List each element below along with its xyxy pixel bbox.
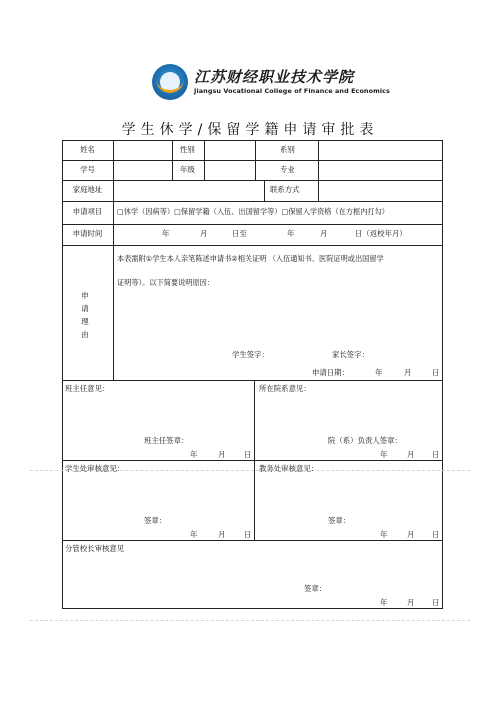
- student-office-day: 日: [244, 530, 252, 539]
- academic-office-opinion-field[interactable]: [257, 476, 440, 512]
- parent-sign-label: 家长签字：: [332, 350, 369, 359]
- department-field[interactable]: [319, 141, 441, 160]
- student-office-sign-label: 签章：: [144, 516, 167, 525]
- dept-opinion-label: 所在院系意见：: [259, 384, 311, 393]
- vice-president-day: 日: [432, 598, 440, 607]
- vice-president-year: 年: [380, 598, 388, 607]
- time-label: 申请时间: [72, 229, 103, 238]
- apply-date-label: 申请日期：: [312, 368, 349, 377]
- grade-field[interactable]: [205, 161, 254, 180]
- contact-label: 联系方式: [270, 185, 300, 194]
- school-name-en: Jiangsu Vocational College of Finance and Economics: [194, 87, 390, 95]
- class-teacher-sign-label: 班主任签章：: [144, 436, 189, 445]
- reason-label: 申 请 理 由: [81, 291, 89, 339]
- department-label: 系别: [280, 145, 295, 154]
- time-day-2: 日（返校年月）: [355, 229, 407, 238]
- name-field[interactable]: [114, 141, 171, 160]
- student-sign-label: 学生签字：: [232, 350, 269, 359]
- student-id-field[interactable]: [114, 161, 171, 180]
- academic-office-month: 月: [407, 530, 415, 539]
- school-name-cn: 江苏财经职业技术学院: [194, 68, 355, 86]
- class-teacher-opinion-field[interactable]: [64, 396, 252, 432]
- academic-office-sign-label: 签章：: [328, 516, 351, 525]
- class-teacher-day: 日: [244, 450, 252, 459]
- student-office-month: 月: [218, 530, 226, 539]
- fold-line: [30, 620, 470, 621]
- time-year-1: 年: [162, 229, 170, 238]
- reason-instructions-line2: 证明等）。以下简要说明原因：: [117, 278, 215, 287]
- apply-day: 日: [432, 368, 440, 377]
- items-options[interactable]: □休学（因病等）□保留学籍（入伍、出国留学等）□保留入学资格（在方框内打勾）: [117, 207, 389, 216]
- student-id-label: 学号: [80, 165, 95, 174]
- form-title: 学生休学/保留学籍申请审批表: [121, 122, 379, 138]
- college-logo-icon: [152, 64, 188, 100]
- dept-year: 年: [380, 450, 388, 459]
- apply-month: 月: [404, 368, 412, 377]
- gender-field[interactable]: [205, 141, 254, 160]
- time-year-2: 年: [287, 229, 295, 238]
- major-field[interactable]: [319, 161, 441, 180]
- major-label: 专业: [280, 165, 295, 174]
- student-office-year: 年: [190, 530, 198, 539]
- academic-office-day: 日: [432, 530, 440, 539]
- name-label: 姓名: [80, 145, 95, 154]
- vice-president-month: 月: [407, 598, 415, 607]
- time-day-to: 日至: [232, 229, 247, 238]
- student-office-opinion-label: 学生处审核意见：: [65, 464, 125, 473]
- apply-year: 年: [375, 368, 383, 377]
- items-label: 申请项目: [72, 207, 103, 216]
- vice-president-opinion-label: 分管校长审核意见: [65, 544, 125, 553]
- academic-office-opinion-label: 教务处审核意见：: [259, 464, 319, 473]
- dept-sign-label: 院（系）负责人签章：: [328, 436, 402, 445]
- time-month-1: 月: [200, 229, 208, 238]
- dept-opinion-field[interactable]: [257, 396, 440, 432]
- contact-field[interactable]: [319, 181, 441, 201]
- grade-label: 年级: [180, 165, 195, 174]
- class-teacher-year: 年: [190, 450, 198, 459]
- reason-instructions-line1: 本表需附①学生本人亲笔陈述申请书②相关证明 （入伍通知书、医院证明或出国留学: [117, 254, 384, 263]
- academic-office-year: 年: [380, 530, 388, 539]
- vice-president-opinion-field[interactable]: [64, 556, 440, 582]
- gender-label: 性别: [180, 145, 195, 154]
- time-month-2: 月: [320, 229, 328, 238]
- address-label: 家庭地址: [72, 185, 103, 194]
- class-teacher-month: 月: [218, 450, 226, 459]
- class-teacher-opinion-label: 班主任意见：: [65, 384, 110, 393]
- vice-president-sign-label: 签章：: [304, 584, 327, 593]
- student-office-opinion-field[interactable]: [64, 476, 252, 512]
- reason-text-area[interactable]: [117, 292, 437, 344]
- dept-day: 日: [432, 450, 440, 459]
- dept-month: 月: [407, 450, 415, 459]
- address-field[interactable]: [114, 181, 263, 201]
